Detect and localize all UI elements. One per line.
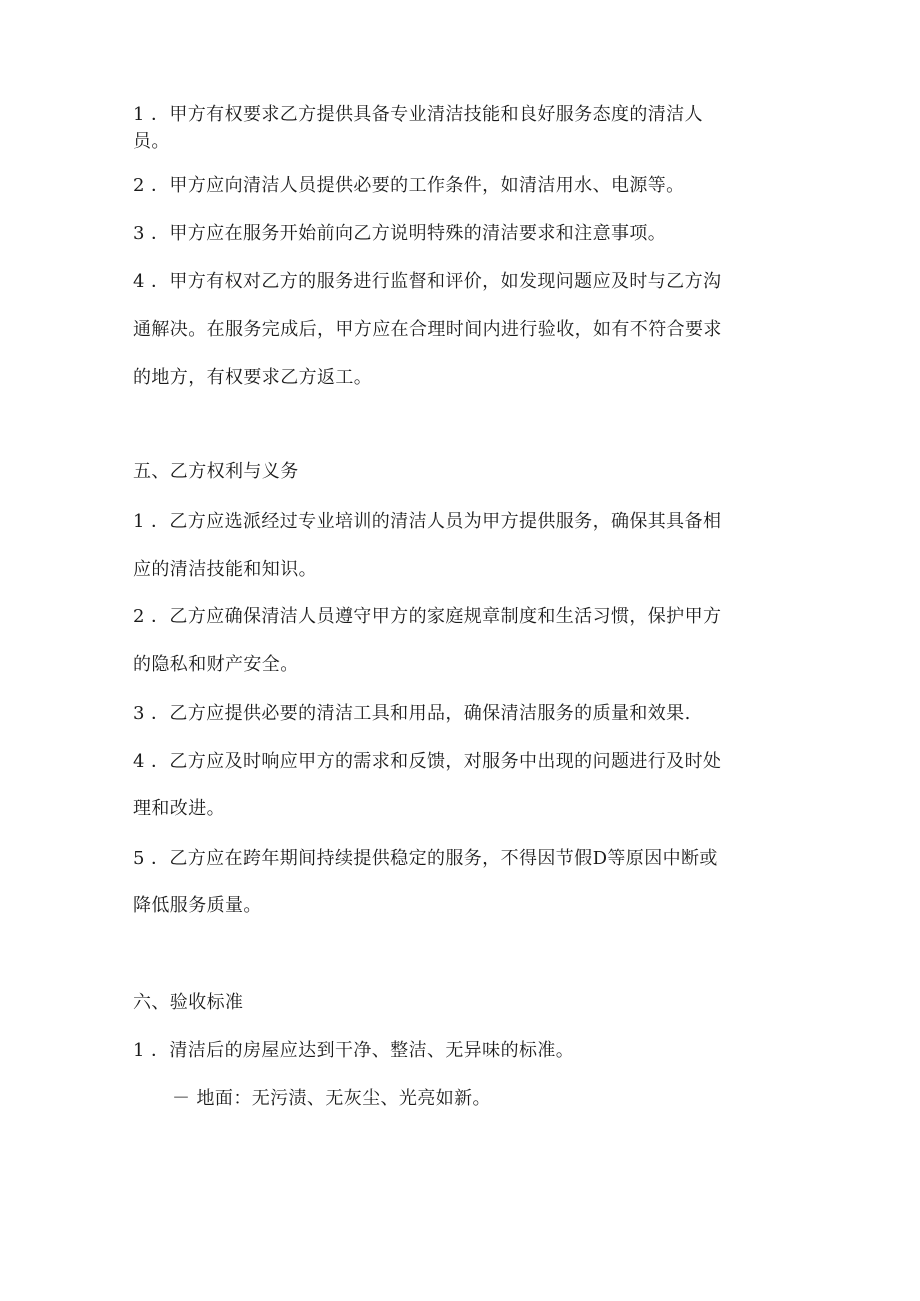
section-5-item-4-line-1: 4 ．乙方应及时响应甲方的需求和反馈，对服务中出现的问题进行及时处 bbox=[133, 751, 722, 772]
section-5-item-2-line-2: 的隐私和财产安全。 bbox=[133, 654, 299, 675]
party-a-item-1-line-2: 员。 bbox=[133, 131, 170, 152]
section-5-heading: 五、乙方权利与义务 bbox=[133, 461, 299, 482]
section-5-item-5-line-2: 降低服务质量。 bbox=[133, 895, 262, 916]
section-5-item-3: 3 ．乙方应提供必要的清洁工具和用品，确保清洁服务的质量和效果. bbox=[133, 703, 691, 724]
section-6-heading: 六、验收标准 bbox=[133, 992, 244, 1013]
party-a-item-4-line-2: 通解决。在服务完成后，甲方应在合理时间内进行验收，如有不符合要求 bbox=[133, 319, 722, 340]
party-a-item-4-line-3: 的地方，有权要求乙方返工。 bbox=[133, 367, 373, 388]
party-a-item-4-line-1: 4 ．甲方有权对乙方的服务进行监督和评价，如发现问题应及时与乙方沟 bbox=[133, 271, 722, 292]
section-6-item-1: 1 ．清洁后的房屋应达到干净、整洁、无异味的标准。 bbox=[133, 1040, 575, 1061]
party-a-item-2: 2 ．甲方应向清洁人员提供必要的工作条件，如清洁用水、电源等。 bbox=[133, 175, 685, 196]
section-5-item-1-line-1: 1 ．乙方应选派经过专业培训的清洁人员为甲方提供服务，确保其具备相 bbox=[133, 511, 722, 532]
section-5-item-5-line-1: 5 ．乙方应在跨年期间持续提供稳定的服务，不得因节假D等原因中断或 bbox=[133, 848, 718, 869]
section-6-subitem-floor: － 地面：无污渍、无灰尘、光亮如新。 bbox=[172, 1088, 491, 1109]
section-5-item-1-line-2: 应的清洁技能和知识。 bbox=[133, 559, 317, 580]
party-a-item-3: 3 ．甲方应在服务开始前向乙方说明特殊的清洁要求和注意事项。 bbox=[133, 223, 667, 244]
section-5-item-2-line-1: 2 ．乙方应确保清洁人员遵守甲方的家庭规章制度和生活习惯，保护甲方 bbox=[133, 606, 722, 627]
party-a-item-1-line-1: 1 ．甲方有权要求乙方提供具备专业清洁技能和良好服务态度的清洁人 bbox=[133, 104, 703, 125]
section-5-item-4-line-2: 理和改进。 bbox=[133, 798, 225, 819]
